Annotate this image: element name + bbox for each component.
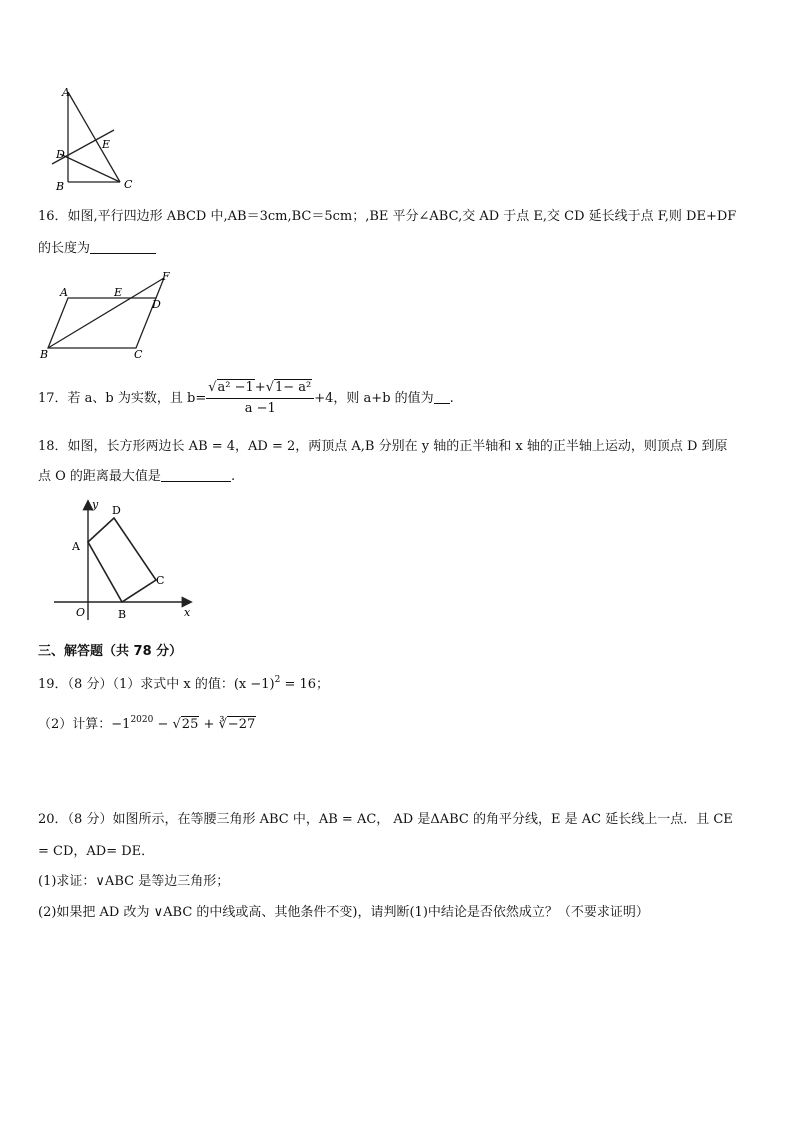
label-a: A	[60, 286, 68, 299]
segment-ac	[68, 92, 120, 182]
section-heading: 三、解答题（共 78 分）	[38, 644, 183, 659]
q19-line1: 19．（8 分）（1）求式中 x 的值：$(x -1)^2 = 16$；	[38, 675, 330, 692]
q16-line2	[38, 240, 156, 258]
figure-q15	[40, 84, 150, 194]
q17-radicand2: 1− a²	[275, 380, 312, 395]
q20-line1: 20．（8 分）如图所示，在等腰三角形 ABC 中，AB = AC， AD 是ΔABC 的角平分线，E 是 AC 延长线上一点．且 CE	[38, 812, 733, 827]
q19-line2: （2）计算：$-1^{2020} - √25$ + ∛−27	[38, 715, 256, 732]
q20-line2: = CD，AD= DE．	[38, 844, 155, 859]
label-o: O	[76, 606, 86, 619]
rectangle-abcd	[88, 518, 156, 602]
label-b: B	[56, 180, 65, 193]
label-e: E	[102, 138, 111, 151]
q18-line1: 18．如图，长方形两边长 AB = 4，AD = 2，两顶点 A,B 分别在 y 轴的正半轴和 x 轴的正半轴上运动，则顶点 D 到原	[38, 439, 728, 454]
q17-denominator: a −1	[244, 401, 276, 416]
label-d: D	[112, 504, 121, 517]
q16-text: 的长度为	[38, 241, 91, 256]
label-b: B	[118, 608, 127, 621]
label-d: D	[56, 148, 65, 161]
label-c: C	[156, 574, 165, 587]
q17-radicand1: a² −1	[217, 380, 254, 395]
label-a: A	[62, 86, 70, 99]
q18-line2: 点 O 的距离最大值是 .	[38, 469, 236, 484]
label-b: B	[40, 348, 49, 361]
q20-line3: (1)求证：∨ABC 是等边三角形；	[38, 874, 230, 889]
label-d: D	[152, 298, 161, 311]
answer-blank	[434, 390, 450, 404]
q17-pre: 17．若 a、b 为实数，且 b=	[38, 391, 207, 406]
label-e: E	[114, 286, 123, 299]
q16-line1: 16．如图,平行四边形 ABCD 中,AB＝3cm,BC＝5cm；,BE 平分∠ABC,交 AD 于点 E,交 CD 延长线于点 F,则 DE+DF	[38, 209, 737, 224]
answer-blank	[161, 468, 231, 482]
segment-dc	[60, 154, 120, 182]
label-y: y	[92, 498, 99, 511]
label-c: C	[134, 348, 143, 361]
answer-blank	[90, 240, 156, 254]
figure-q18	[50, 494, 200, 626]
q17-fraction: $\frac{\text{√a² −1+√1− a²}}{a -1}$	[206, 378, 314, 419]
q20-line4: (2)如果把 AD 改为 ∨ABC 的中线或高、其他条件不变)，请判断(1)中结论是否依然成立？（不要求证明）	[38, 905, 649, 920]
label-c: C	[124, 178, 133, 191]
label-x: x	[184, 606, 191, 619]
q17: 17．若 a、b 为实数，且 b= $\frac{\text{√a² −1+√1− a²}}{a -1}$ +4，则 a+b 的值为 .	[38, 378, 454, 419]
label-f: F	[162, 270, 170, 283]
q17-post: +4，则 a+b 的值为	[314, 391, 434, 406]
figure-q16	[36, 270, 176, 362]
label-a: A	[72, 540, 80, 553]
parallelogram-abcd	[48, 298, 156, 348]
